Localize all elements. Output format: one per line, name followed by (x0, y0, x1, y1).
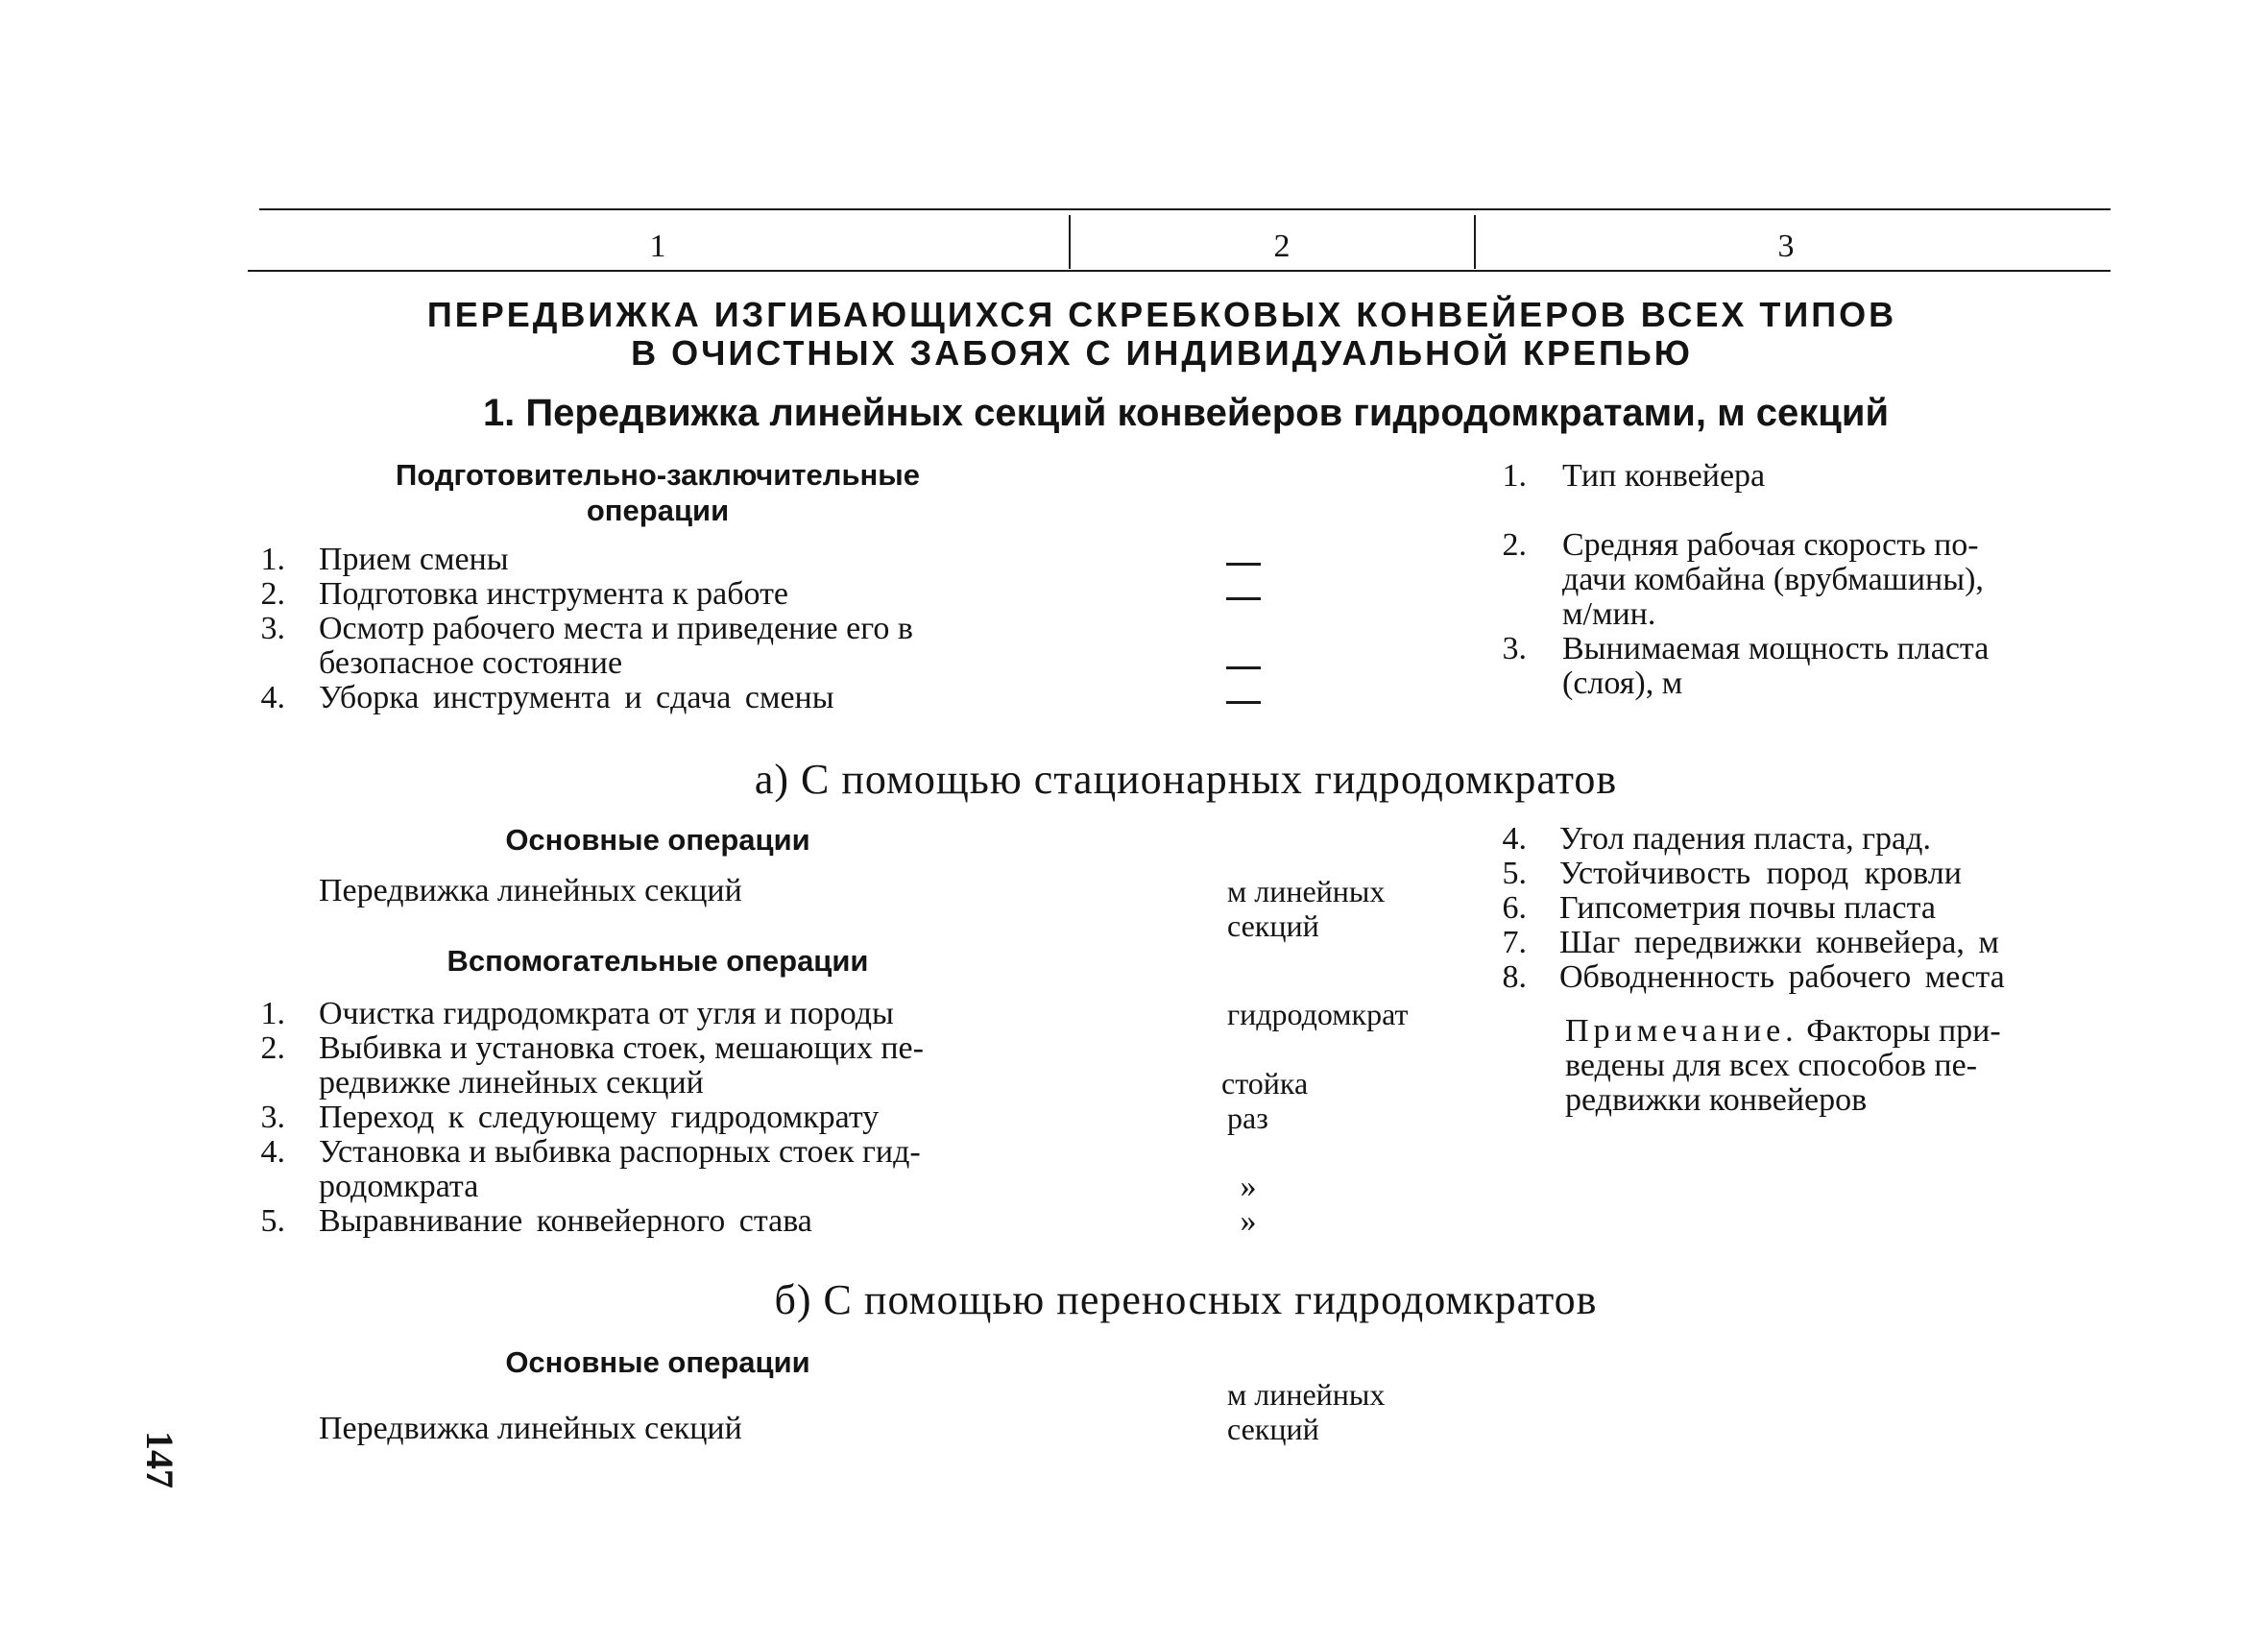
prep-label-line-2: операции (586, 494, 730, 527)
prep-operations-label (317, 457, 999, 528)
aux-item-number: 4. (260, 1134, 285, 1170)
aux-item-number: 5. (260, 1203, 285, 1239)
note-text-1: Факторы при- (1806, 1013, 2001, 1049)
factor-text: Угол падения пласта, град. (1559, 821, 1931, 857)
aux-item-unit: гидродомкрат (1227, 997, 1409, 1031)
factor-text: Средняя рабочая скорость по- (1562, 527, 1979, 563)
main-operations-label-text: Основные операции (505, 823, 810, 857)
prep-item-dash (1226, 563, 1261, 566)
note-line-2: ведены для всех способов пе- (1565, 1048, 1978, 1083)
main-operations-label-b-text: Основные операции (505, 1345, 810, 1379)
prep-item-number: 3. (260, 611, 285, 646)
aux-item-text: Очистка гидродомкрата от угля и породы (319, 996, 894, 1031)
factor-text: Шаг передвижки конвейера, м (1559, 925, 1999, 960)
main-operation-unit-b (1227, 1377, 1385, 1446)
main-operation-item-b: Передвижка линейных секций (319, 1411, 742, 1446)
factor-text-continued: (слоя), м (1562, 665, 1683, 701)
note-line-1 (1565, 1014, 2103, 1049)
factor-number: 1. (1502, 458, 1527, 494)
aux-item-unit: » (1240, 1203, 1257, 1239)
main-operation-item: Передвижка линейных секций (319, 873, 742, 908)
aux-item-text: Установка и выбивка распорных стоек гид- (319, 1134, 921, 1170)
prep-item-text: Уборка инструмента и сдача смены (319, 680, 834, 715)
aux-item-unit: » (1240, 1169, 1257, 1204)
aux-operations-label-text: Вспомогательные операции (446, 944, 869, 978)
aux-item-text: Выравнивание конвейерного става (319, 1203, 812, 1239)
aux-item-text-continued: родомкрата (319, 1169, 479, 1204)
factor-text: Тип конвейера (1562, 458, 1766, 494)
prep-item-dash (1226, 701, 1261, 704)
factor-number: 7. (1502, 925, 1527, 960)
factor-number: 3. (1502, 631, 1527, 666)
main-operation-unit (1227, 874, 1385, 943)
aux-item-number: 3. (260, 1100, 285, 1135)
factor-number: 4. (1502, 821, 1527, 857)
header-bottom-rule (248, 270, 2111, 272)
aux-item-text-continued: редвижке линейных секций (319, 1065, 704, 1101)
prep-item-number: 2. (260, 576, 285, 612)
factor-number: 6. (1502, 890, 1527, 926)
prep-item-dash (1226, 666, 1261, 669)
prep-item-number: 1. (260, 542, 285, 577)
aux-operations-label (317, 943, 999, 979)
main-heading-line-1: ПЕРЕДВИЖКА ИЗГИБАЮЩИХСЯ СКРЕБКОВЫХ КОНВЕЙЕРОВ ВСЕХ ТИПОВ (426, 295, 1897, 334)
unit-line-1: м линейных (1227, 1377, 1386, 1412)
aux-item-unit: раз (1227, 1101, 1268, 1135)
factor-text: Обводненность рабочего места (1559, 959, 2005, 995)
column-number-3: 3 (1777, 229, 1795, 264)
prep-item-text: Прием смены (319, 542, 509, 577)
aux-item-unit: стойка (1221, 1066, 1309, 1101)
column-divider-2 (1474, 215, 1476, 269)
note-line-3: редвижки конвейеров (1565, 1082, 1868, 1118)
unit-line-1: м линейных (1227, 874, 1386, 908)
unit-line-2: секций (1227, 908, 1319, 943)
page-number: 147 (138, 1431, 181, 1488)
factor-text-continued: дачи комбайна (врубмашины), (1562, 562, 1984, 597)
prep-item-text-continued: безопасное состояние (319, 645, 623, 681)
note (1565, 1014, 2103, 1118)
main-heading-line-2: В ОЧИСТНЫХ ЗАБОЯХ С ИНДИВИДУАЛЬНОЙ КРЕПЬЮ (631, 333, 1693, 373)
column-number-2: 2 (1273, 229, 1291, 264)
subsection-b-title: б) С помощью переносных гидродомкратов (774, 1276, 1598, 1323)
main-operations-label-b (317, 1344, 999, 1380)
main-heading (250, 296, 2074, 373)
factor-number: 5. (1502, 856, 1527, 891)
factor-number: 2. (1502, 527, 1527, 563)
prep-label-line-1: Подготовительно-заключительные (396, 458, 920, 492)
column-divider-1 (1069, 215, 1071, 269)
top-rule (259, 208, 2111, 210)
section-title: 1. Передвижка линейных секций конвейеров гидродомкратами, м секций (482, 392, 1890, 434)
factor-text: Гипсометрия почвы пласта (1559, 890, 1936, 926)
note-label: Примечание. (1565, 1013, 1798, 1049)
subsection-a-title: а) С помощью стационарных гидродомкратов (754, 756, 1618, 803)
factor-text: Вынимаемая мощность пласта (1562, 631, 1990, 666)
factor-number: 8. (1502, 959, 1527, 995)
prep-item-number: 4. (260, 680, 285, 715)
factor-text-continued: м/мин. (1562, 596, 1656, 632)
factor-text: Устойчивость пород кровли (1559, 856, 1962, 891)
unit-line-2: секций (1227, 1412, 1319, 1446)
aux-item-text: Выбивка и установка стоек, мешающих пе- (319, 1030, 924, 1066)
prep-item-dash (1226, 597, 1261, 600)
prep-item-text: Подготовка инструмента к работе (319, 576, 789, 612)
main-operations-label (317, 822, 999, 858)
column-number-1: 1 (649, 229, 666, 264)
aux-item-number: 1. (260, 996, 285, 1031)
aux-item-text: Переход к следующему гидродомкрату (319, 1100, 880, 1135)
prep-item-text: Осмотр рабочего места и приведение его в (319, 611, 913, 646)
aux-item-number: 2. (260, 1030, 285, 1066)
